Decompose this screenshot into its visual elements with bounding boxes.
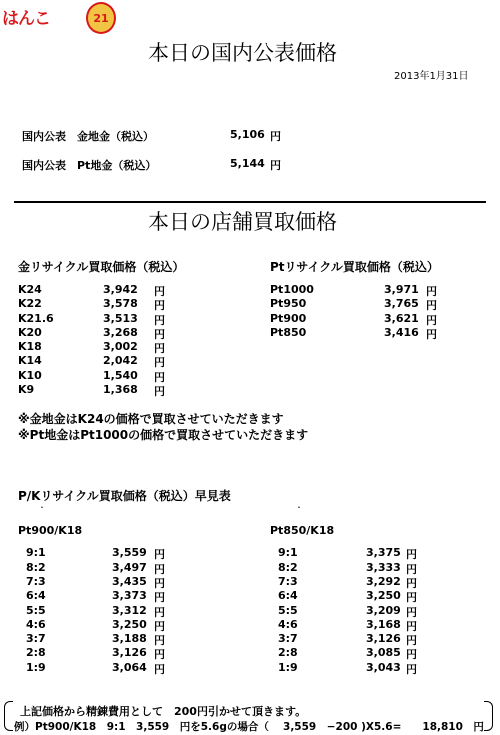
pk-left-row (26, 646, 176, 660)
domestic-gold-value: 5,106 (230, 128, 265, 141)
platinum-row (270, 312, 450, 326)
pk-ratio: 1:9 (278, 661, 298, 674)
pk-left-row (26, 632, 176, 646)
pk-left-title: Pt900/K18 (18, 524, 83, 537)
pk-ratio: 8:2 (26, 561, 46, 574)
pk-unit: 円 (154, 634, 165, 647)
pk-ratio: 3:7 (26, 632, 46, 645)
gold-row (18, 340, 178, 354)
pk-unit: 円 (154, 648, 165, 661)
gold-grade: K20 (18, 326, 42, 339)
pk-left-row (26, 561, 176, 575)
platinum-heading: Ptリサイクル買取価格（税込） (270, 260, 439, 274)
gold-row (18, 297, 178, 311)
pk-ratio: 8:2 (278, 561, 298, 574)
pk-value: 3,064 (112, 661, 147, 674)
pk-value: 3,375 (366, 546, 401, 559)
gold-unit: 円 (154, 385, 165, 398)
pk-value: 3,250 (366, 589, 401, 602)
pk-value: 3,126 (366, 632, 401, 645)
pk-unit: 円 (406, 606, 417, 619)
store-logo (2, 2, 114, 32)
pk-ratio: 2:8 (278, 646, 298, 659)
pk-value: 3,312 (112, 604, 147, 617)
pk-right-row (278, 618, 428, 632)
pk-left-row (26, 575, 176, 589)
platinum-value: 3,765 (384, 297, 419, 310)
gold-value: 3,268 (103, 326, 138, 339)
domestic-gold-label: 国内公表 金地金（税込） (22, 130, 154, 143)
pk-unit: 円 (154, 548, 165, 561)
gold-heading: 金リサイクル買取価格（税込） (18, 260, 185, 274)
pk-ratio: 9:1 (26, 546, 46, 559)
platinum-value: 3,621 (384, 312, 419, 325)
pk-right-row (278, 646, 428, 660)
gold-value: 3,513 (103, 312, 138, 325)
platinum-unit: 円 (426, 285, 437, 298)
domestic-pt-value: 5,144 (230, 157, 265, 170)
domestic-gold-unit: 円 (270, 130, 281, 143)
pk-ratio: 4:6 (278, 618, 298, 631)
pk-unit: 円 (406, 563, 417, 576)
pk-ratio: 9:1 (278, 546, 298, 559)
pk-unit: 円 (154, 620, 165, 633)
pk-left-row (26, 589, 176, 603)
store-price-title: 本日の店舗買取価格 (148, 210, 337, 234)
platinum-unit: 円 (426, 299, 437, 312)
pk-ratio: 5:5 (278, 604, 298, 617)
pk-ratio: 2:8 (26, 646, 46, 659)
gold-unit: 円 (154, 299, 165, 312)
gold-value: 2,042 (103, 354, 138, 367)
gold-unit: 円 (154, 342, 165, 355)
pk-ratio: 6:4 (26, 589, 46, 602)
domestic-pt-label: 国内公表 Pt地金（税込） (22, 159, 157, 172)
pk-value: 3,168 (366, 618, 401, 631)
pk-unit: 円 (154, 663, 165, 676)
logo-text: はんこ (2, 9, 50, 29)
gold-row (18, 312, 178, 326)
pk-unit: 円 (154, 577, 165, 590)
pk-value: 3,209 (366, 604, 401, 617)
pk-right-title: Pt850/K18 (270, 524, 335, 537)
pk-value: 3,435 (112, 575, 147, 588)
gold-grade: K10 (18, 369, 42, 382)
gold-row (18, 354, 178, 368)
gold-unit: 円 (154, 371, 165, 384)
pk-ratio: 6:4 (278, 589, 298, 602)
platinum-grade: Pt950 (270, 297, 307, 310)
gold-value: 1,368 (103, 383, 138, 396)
gold-value: 3,002 (103, 340, 138, 353)
pk-ratio: 5:5 (26, 604, 46, 617)
note-pt-bullion: ※Pt地金はPt1000の価格で買取させていただきます (18, 428, 309, 442)
gold-grade: K9 (18, 383, 35, 396)
pk-value: 3,250 (112, 618, 147, 631)
platinum-row (270, 326, 450, 340)
pk-right-row (278, 589, 428, 603)
gold-row (18, 369, 178, 383)
pk-value: 3,559 (112, 546, 147, 559)
pk-value: 3,497 (112, 561, 147, 574)
pk-value: 3,085 (366, 646, 401, 659)
pk-value: 3,373 (112, 589, 147, 602)
pk-left-row (26, 618, 176, 632)
gold-row (18, 383, 178, 397)
gold-unit: 円 (154, 285, 165, 298)
gold-unit: 円 (154, 328, 165, 341)
gold-grade: K14 (18, 354, 42, 367)
footer-bracket-right (484, 701, 493, 731)
pk-unit: 円 (154, 606, 165, 619)
footer-refining-note: 上記価格から精錬費用として 200円引かせて頂きます。 (20, 705, 307, 718)
pk-unit: 円 (154, 591, 165, 604)
pk-value: 3,333 (366, 561, 401, 574)
pk-unit: 円 (406, 577, 417, 590)
domestic-gold-row (22, 128, 482, 142)
domestic-pt-row (22, 157, 482, 171)
note-gold-bullion: ※金地金はK24の価格で買取させていただきます (18, 412, 284, 426)
platinum-unit: 円 (426, 314, 437, 327)
pk-right-row (278, 575, 428, 589)
price-date: 2013年1月31日 (394, 71, 469, 82)
section-divider (14, 201, 486, 203)
pk-ratio: 7:3 (278, 575, 298, 588)
platinum-grade: Pt850 (270, 326, 307, 339)
pk-value: 3,126 (112, 646, 147, 659)
gold-unit: 円 (154, 356, 165, 369)
pk-unit: 円 (406, 620, 417, 633)
footer-bracket-left (4, 701, 13, 731)
pk-unit: 円 (154, 563, 165, 576)
pk-unit: 円 (406, 648, 417, 661)
pk-right-row (278, 561, 428, 575)
gold-grade: K24 (18, 283, 42, 296)
pk-right-row (278, 546, 428, 560)
pk-value: 3,188 (112, 632, 147, 645)
platinum-row (270, 297, 450, 311)
gold-value: 3,578 (103, 297, 138, 310)
platinum-grade: Pt1000 (270, 283, 314, 296)
gold-grade: K18 (18, 340, 42, 353)
pk-unit: 円 (406, 591, 417, 604)
pk-dot-right: ・ (295, 503, 303, 512)
platinum-row (270, 283, 450, 297)
gold-unit: 円 (154, 314, 165, 327)
pk-left-row (26, 661, 176, 675)
platinum-value: 3,416 (384, 326, 419, 339)
pk-left-row (26, 604, 176, 618)
pk-right-row (278, 604, 428, 618)
platinum-unit: 円 (426, 328, 437, 341)
pk-value: 3,292 (366, 575, 401, 588)
pk-ratio: 7:3 (26, 575, 46, 588)
pk-value: 3,043 (366, 661, 401, 674)
gold-grade: K22 (18, 297, 42, 310)
pk-right-row (278, 661, 428, 675)
pk-unit: 円 (406, 663, 417, 676)
pk-dot-left: ・ (38, 503, 46, 512)
domestic-price-title: 本日の国内公表価格 (148, 41, 337, 65)
gold-row (18, 326, 178, 340)
pk-left-row (26, 546, 176, 560)
pk-right-row (278, 632, 428, 646)
logo-badge: 21 (86, 2, 116, 34)
pk-ratio: 4:6 (26, 618, 46, 631)
gold-grade: K21.6 (18, 312, 54, 325)
gold-row (18, 283, 178, 297)
pk-unit: 円 (406, 548, 417, 561)
platinum-grade: Pt900 (270, 312, 307, 325)
pk-ratio: 3:7 (278, 632, 298, 645)
gold-value: 3,942 (103, 283, 138, 296)
pk-unit: 円 (406, 634, 417, 647)
pk-heading: P/Kリサイクル買取価格（税込）早見表 (18, 489, 231, 503)
platinum-value: 3,971 (384, 283, 419, 296)
footer-example: 例）Pt900/K18 9:1 3,559 円を5.6gの場合（ 3,559 −200 )X5.6= 18,810 円 (14, 721, 484, 733)
domestic-pt-unit: 円 (270, 159, 281, 172)
gold-value: 1,540 (103, 369, 138, 382)
pk-ratio: 1:9 (26, 661, 46, 674)
